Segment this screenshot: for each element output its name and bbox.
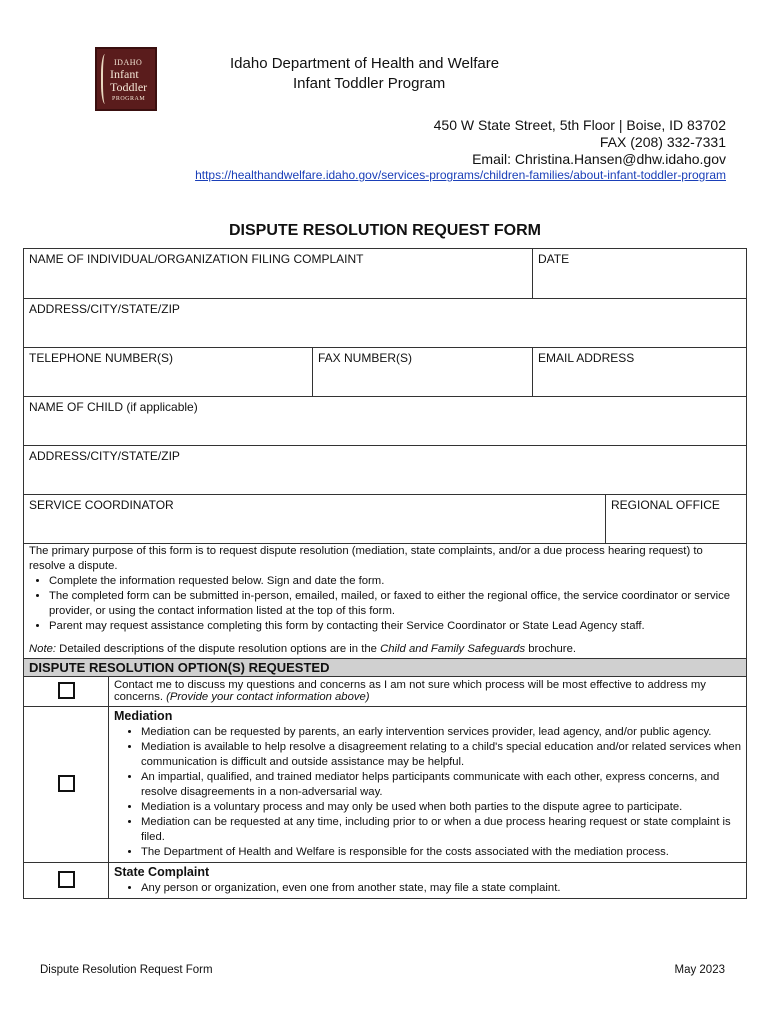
telephone-field[interactable] [24, 348, 313, 397]
note-label: Note: [29, 643, 57, 655]
purpose-section [23, 544, 747, 659]
state-complaint-item: • Any person or organization, even one from another state, may file a state complaint. [141, 881, 741, 896]
contact-checkbox[interactable] [58, 682, 75, 699]
mediation-item: • Mediation is available to help resolve a disagreement relating to a child's special education and/or related services when communication is difficult and outside assistance may be helpful. [141, 740, 741, 770]
child-name-field[interactable] [24, 397, 747, 446]
form-title: DISPUTE RESOLUTION REQUEST FORM [228, 222, 541, 239]
telephone-label: TELEPHONE NUMBER(S) [29, 351, 174, 365]
service-coordinator-field[interactable] [24, 495, 606, 544]
program-name: Infant Toddler Program [293, 75, 446, 92]
mediation-option [109, 707, 747, 863]
purpose-item: • Parent may request assistance completing this form by contacting their Service Coordinator or State Lead Agency staff. [49, 619, 741, 634]
purpose-item: • The completed form can be submitted in-person, emailed, mailed, or faxed to either the regional office, the service coordinator or service provider, or using the contact information listed at the top of this form. [49, 589, 741, 619]
agency-name: Idaho Department of Health and Welfare [230, 55, 500, 72]
logo-line4: PROGRAM [112, 96, 146, 102]
mediation-checkbox[interactable] [58, 775, 75, 792]
fax-label: FAX NUMBER(S) [318, 351, 413, 365]
mediation-item: • Mediation is a voluntary process and may only be used when both parties to the dispute agree to participate. [141, 800, 741, 815]
logo-line3: Toddler [110, 80, 148, 94]
mediation-title: Mediation [114, 709, 173, 723]
date-label: DATE [538, 252, 570, 266]
email-field[interactable] [533, 348, 747, 397]
mediation-list [114, 725, 741, 860]
name-filing-field[interactable] [24, 249, 533, 299]
options-heading: DISPUTE RESOLUTION OPTION(S) REQUESTED [24, 659, 747, 677]
contact-option [109, 677, 747, 707]
state-complaint-checkbox[interactable] [58, 871, 75, 888]
date-field[interactable] [533, 249, 747, 299]
contact-email: Email: Christina.Hansen@dhw.idaho.gov [472, 151, 726, 167]
regional-office-field[interactable] [606, 495, 747, 544]
mediation-item: • Mediation can be requested by parents, an early intervention services provider, lead agency, and/or public agency. [141, 725, 741, 740]
options-table [23, 658, 747, 899]
state-complaint-list [114, 881, 741, 896]
regional-office-label: REGIONAL OFFICE [611, 498, 720, 512]
child-address-field[interactable] [24, 446, 747, 495]
state-complaint-checkbox-cell [24, 863, 109, 899]
mediation-checkbox-cell [24, 707, 109, 863]
footer-form-name: Dispute Resolution Request Form [40, 964, 213, 976]
street-address: 450 W State Street, 5th Floor | Boise, ID 83702 [433, 117, 726, 133]
contact-info-table [23, 248, 747, 544]
child-name-label: NAME OF CHILD (if applicable) [29, 400, 198, 414]
logo-line1: IDAHO [114, 58, 143, 67]
address-field[interactable] [24, 299, 747, 348]
purpose-item: • Complete the information requested below. Sign and date the form. [49, 574, 741, 589]
fax-field[interactable] [313, 348, 533, 397]
program-logo [95, 47, 157, 111]
email-label: EMAIL ADDRESS [538, 351, 635, 365]
note-text: Detailed descriptions of the dispute resolution options are in the [56, 643, 381, 655]
contact-option-text: Contact me to discuss my questions and concerns as I am not sure which process will be most effective to address my concerns. [114, 679, 706, 703]
child-address-label: ADDRESS/CITY/STATE/ZIP [29, 449, 180, 463]
state-complaint-option [109, 863, 747, 899]
mediation-item: • Mediation can be requested at any time, including prior to or when a due process hearing request or state complaint is filed. [141, 815, 741, 845]
contact-option-hint: (Provide your contact information above) [166, 691, 370, 703]
mediation-item: • An impartial, qualified, and trained mediator helps participants communicate with each other, express concerns, and resolve disagreements in a non-adversarial way. [141, 770, 741, 800]
service-coordinator-label: SERVICE COORDINATOR [29, 498, 174, 512]
fax-number: FAX (208) 332-7331 [599, 134, 726, 150]
purpose-list [29, 574, 741, 634]
purpose-intro: The primary purpose of this form is to request dispute resolution (mediation, state complaints, and/or a due process hearing request) to resolve a dispute. [29, 545, 703, 572]
program-link[interactable]: https://healthandwelfare.idaho.gov/services-programs/children-families/about-infant-toddler-program [195, 168, 726, 182]
mediation-item: • The Department of Health and Welfare is responsible for the costs associated with the mediation process. [141, 845, 741, 860]
contact-checkbox-cell [24, 677, 109, 707]
name-filing-label: NAME OF INDIVIDUAL/ORGANIZATION FILING COMPLAINT [29, 252, 364, 266]
brochure-title: Child and Family Safeguards [380, 643, 526, 655]
safeguards-note [29, 643, 576, 655]
address-label: ADDRESS/CITY/STATE/ZIP [29, 302, 180, 316]
footer-date: May 2023 [674, 964, 725, 976]
logo-line2: Infant [110, 67, 139, 81]
state-complaint-title: State Complaint [114, 865, 210, 879]
note-end: brochure. [525, 643, 576, 655]
